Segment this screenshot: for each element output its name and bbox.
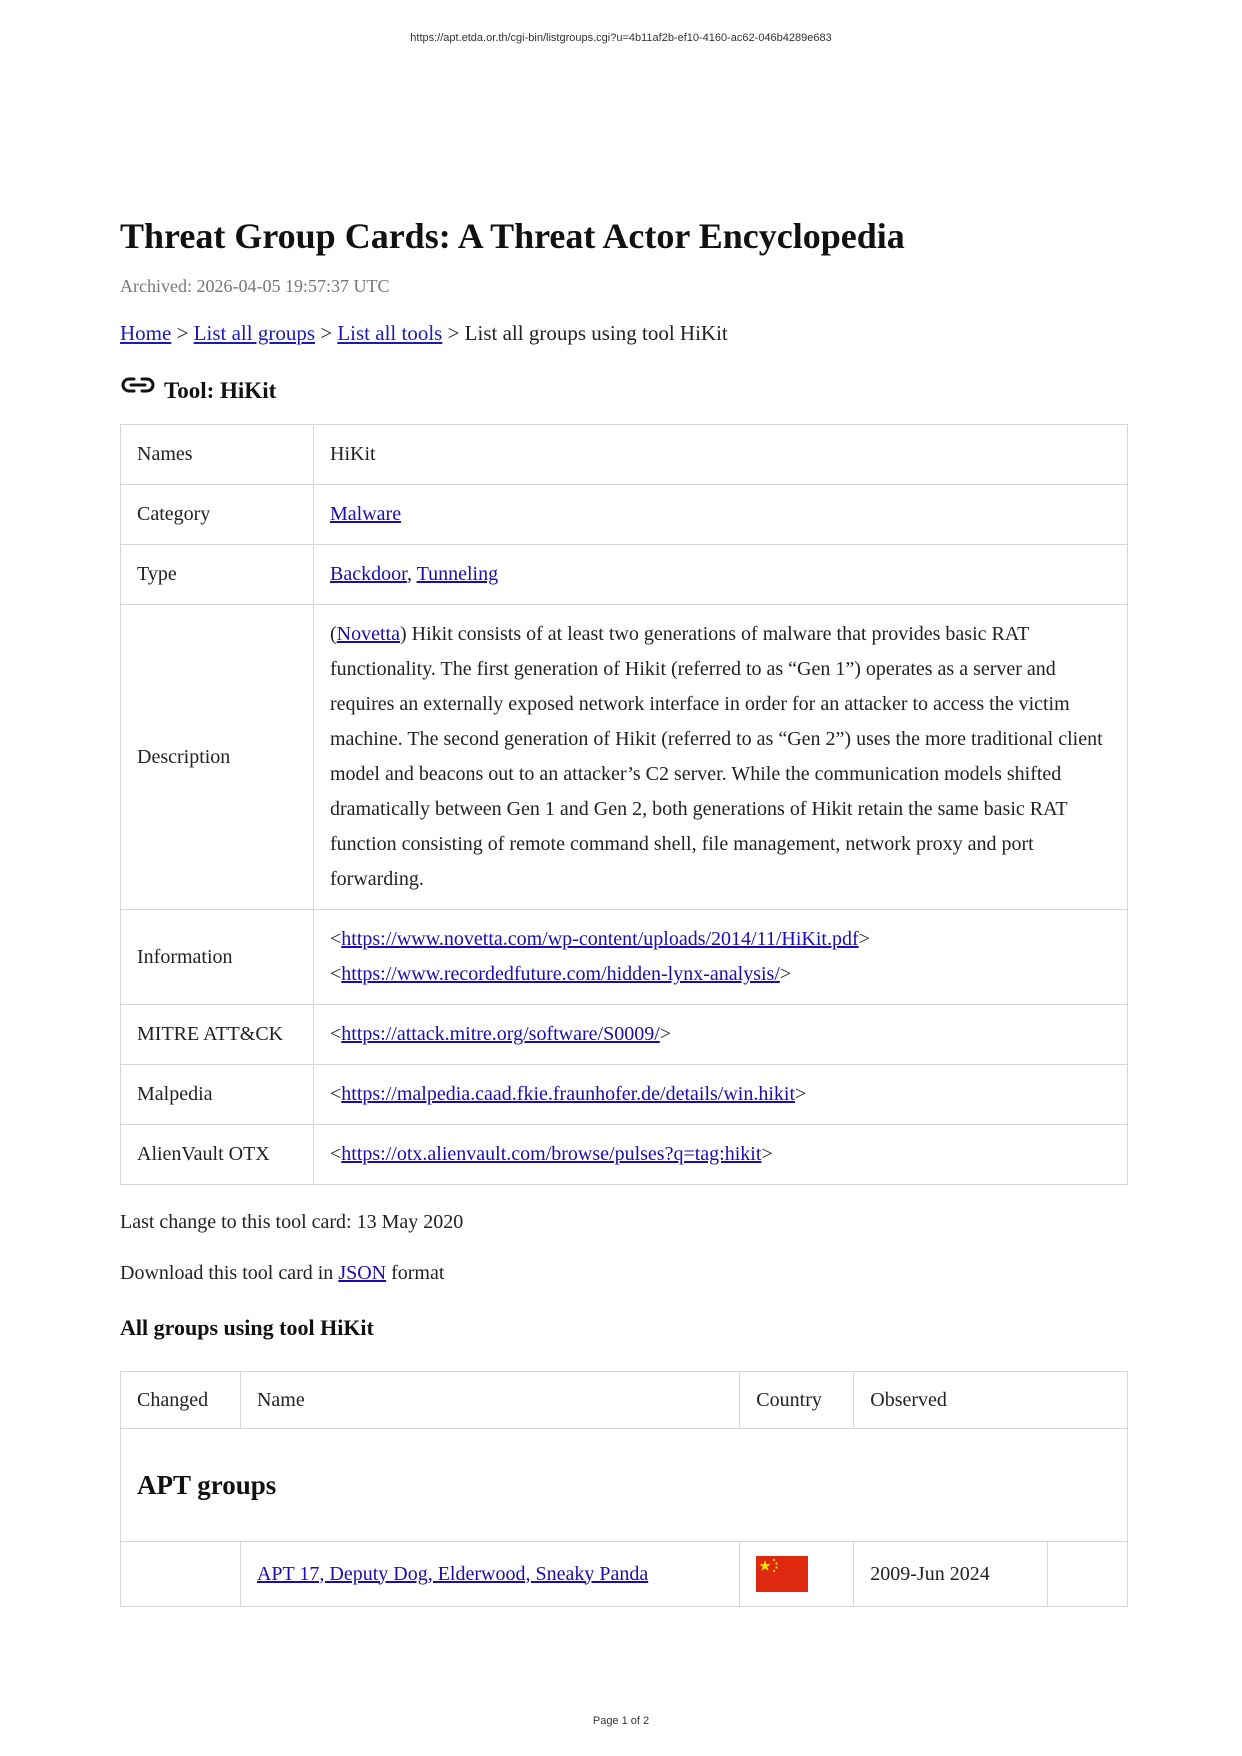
angle-open: < — [330, 1023, 342, 1045]
otx-link[interactable]: https://otx.alienvault.com/browse/pulses?q=tag:hikit — [341, 1143, 762, 1165]
description-value — [314, 605, 1128, 910]
tool-heading — [120, 378, 1128, 404]
table-row — [121, 1065, 1128, 1125]
angle-close: > — [858, 928, 870, 950]
table-row — [121, 485, 1128, 545]
page-title: Threat Group Cards: A Threat Actor Encyclopedia — [120, 216, 905, 256]
link-icon — [120, 372, 156, 398]
table-row — [121, 545, 1128, 605]
information-label: Information — [121, 910, 314, 1005]
description-label: Description — [121, 605, 314, 910]
category-link[interactable]: Malware — [330, 503, 402, 525]
type-value — [314, 545, 1128, 605]
mitre-value — [314, 1005, 1128, 1065]
table-row — [121, 1005, 1128, 1065]
type-separator: , — [406, 563, 417, 585]
china-flag-icon — [756, 1556, 808, 1592]
section-title — [121, 1429, 1128, 1542]
otx-label: AlienVault OTX — [121, 1125, 314, 1185]
download-after: format — [386, 1262, 445, 1284]
angle-open: < — [330, 963, 342, 985]
page-url: https://apt.etda.or.th/cgi-bin/listgroups.cgi?u=4b11af2b-ef10-4160-ac62-046b4289e683 — [410, 32, 832, 44]
breadcrumb-current: > List all groups using tool HiKit — [442, 321, 728, 345]
mitre-label: MITRE ATT&CK — [121, 1005, 314, 1065]
row-country — [740, 1542, 854, 1607]
download-line — [120, 1262, 1128, 1285]
groups-heading: All groups using tool HiKit — [120, 1315, 374, 1340]
section-title-text: APT groups — [137, 1469, 277, 1500]
angle-open: < — [330, 928, 342, 950]
breadcrumb-home-link[interactable]: Home — [120, 321, 172, 345]
table-row — [121, 1125, 1128, 1185]
information-value — [314, 910, 1128, 1005]
table-row — [121, 910, 1128, 1005]
description-text: ) Hikit consists of at least two generations of malware that provides basic RAT functionality. The first generation of Hikit (referred to as “Gen 1”) operates as a server and requires an externally exposed network interface in order for an attacker to access the victim machine. The second generation of Hikit (referred to as “Gen 2”) uses the more traditional client model and beacons out to an attacker’s C2 server. While the communication models shifted dramatically between Gen 1 and Gen 2, both generations of Hikit retain the same basic RAT function consisting of remote command shell, file management, network proxy and port forwarding. — [330, 623, 1103, 890]
groups-table — [120, 1371, 1128, 1607]
type-label: Type — [121, 545, 314, 605]
breadcrumb-groups-link[interactable]: List all groups — [193, 321, 315, 345]
malpedia-label: Malpedia — [121, 1065, 314, 1125]
malpedia-value — [314, 1065, 1128, 1125]
tool-heading-text: Tool: HiKit — [164, 378, 277, 403]
table-row — [121, 1542, 1128, 1607]
type-tunneling-link[interactable]: Tunneling — [416, 563, 499, 585]
angle-open: < — [330, 1143, 342, 1165]
table-row — [121, 605, 1128, 910]
angle-open: < — [330, 1083, 342, 1105]
otx-value — [314, 1125, 1128, 1185]
column-header-changed: Changed — [121, 1372, 241, 1429]
column-header-name: Name — [240, 1372, 739, 1429]
description-source-link[interactable]: Novetta — [336, 623, 400, 645]
angle-close: > — [761, 1143, 773, 1165]
novetta-link[interactable]: https://www.novetta.com/wp-content/uploads/2014/11/HiKit.pdf — [341, 928, 859, 950]
angle-close: > — [795, 1083, 807, 1105]
recordedfuture-link[interactable]: https://www.recordedfuture.com/hidden-lynx-analysis/ — [341, 963, 780, 985]
angle-close: > — [659, 1023, 672, 1045]
angle-close: > — [779, 963, 792, 985]
breadcrumb-separator: > — [171, 321, 194, 345]
table-header-row — [121, 1372, 1128, 1429]
names-value: HiKit — [314, 425, 1128, 485]
page-content — [120, 214, 1128, 1607]
download-before: Download this tool card in — [120, 1262, 339, 1284]
breadcrumb-tools-link[interactable]: List all tools — [337, 321, 443, 345]
row-changed — [121, 1542, 241, 1607]
type-backdoor-link[interactable]: Backdoor — [330, 563, 407, 585]
column-header-observed: Observed — [854, 1372, 1128, 1429]
row-extra — [1048, 1542, 1128, 1607]
column-header-country: Country — [740, 1372, 854, 1429]
breadcrumb — [120, 321, 1128, 346]
table-row — [121, 425, 1128, 485]
row-observed: 2009-Jun 2024 — [854, 1542, 1048, 1607]
mitre-link[interactable]: https://attack.mitre.org/software/S0009/ — [341, 1023, 660, 1045]
row-name — [240, 1542, 739, 1607]
page-footer: Page 1 of 2 — [592, 1715, 650, 1727]
information-line-1 — [330, 922, 1111, 957]
category-label: Category — [121, 485, 314, 545]
json-download-link[interactable]: JSON — [338, 1262, 387, 1284]
description-open-paren: ( — [330, 623, 337, 645]
tool-info-table — [120, 424, 1128, 1185]
information-line-2 — [330, 957, 1111, 992]
names-label: Names — [121, 425, 314, 485]
archived-timestamp: Archived: 2026-04-05 19:57:37 UTC — [120, 276, 390, 296]
last-change-text: Last change to this tool card: 13 May 2020 — [120, 1211, 464, 1233]
section-row — [121, 1429, 1128, 1542]
breadcrumb-separator: > — [315, 321, 338, 345]
malpedia-link[interactable]: https://malpedia.caad.fkie.fraunhofer.de/details/win.hikit — [341, 1083, 796, 1105]
category-value — [314, 485, 1128, 545]
group-name-link[interactable]: APT 17, Deputy Dog, Elderwood, Sneaky Panda — [256, 1562, 649, 1585]
